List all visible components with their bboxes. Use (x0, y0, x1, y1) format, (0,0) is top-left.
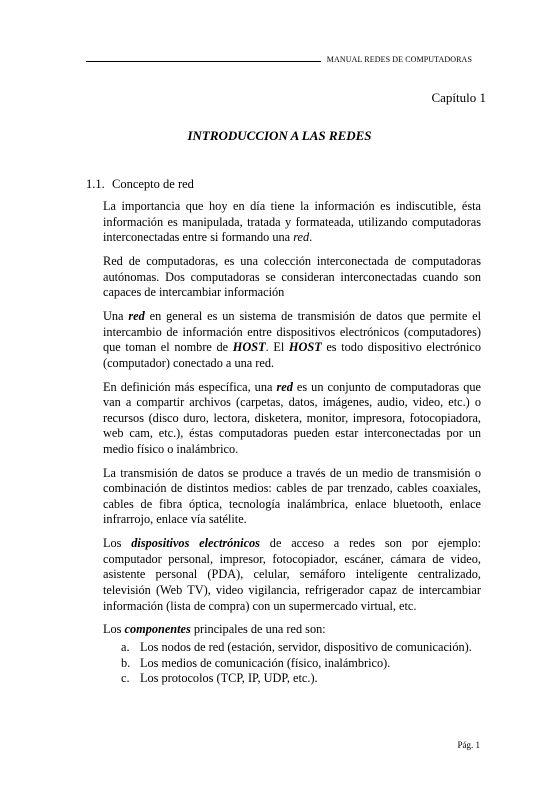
paragraph-4 (103, 380, 481, 458)
body-text (103, 199, 481, 687)
p6-text-2: de acceso a redes son por ejemplo: computador personal, impresor, fotocopiador, escáner, cámara de video, asistente personal (PDA), celular, semáforo inteligente centralizado, televisión (Web TV), video vigilancia, refrigerador capaz de intercambiar información (lista de compra) con un supermercado virtual, etc. (103, 536, 482, 613)
term-red: red (293, 230, 310, 245)
term-dispositivos: dispositivos electrónicos (131, 536, 260, 551)
header-title: MANUAL REDES DE COMPUTADORAS (326, 55, 472, 64)
p4-text: En definición más específica, una (103, 379, 277, 394)
list-marker: c. (121, 671, 130, 686)
list-item-text: Los protocolos (TCP, IP, UDP, etc.). (140, 671, 318, 686)
list-item (121, 671, 481, 687)
chapter-label: Capítulo 1 (431, 90, 486, 105)
paragraph-6 (103, 536, 481, 614)
p3-text-3: . El (265, 340, 289, 355)
p1-text: La importancia que hoy en día tiene la información es indiscutible, ésta información es manipulada, tratada y formateada, utilizando computadoras interconectadas entre si formando una (103, 199, 481, 245)
p3-text: Una (103, 308, 129, 323)
section-title: Concepto de red (112, 177, 194, 191)
term-host: HOST (288, 340, 322, 355)
document-title: INTRODUCCION A LAS REDES (187, 128, 372, 143)
term-red: red (128, 308, 145, 323)
components-list (103, 640, 481, 687)
p6-text: Los (103, 536, 132, 551)
list-item (121, 655, 481, 672)
section-heading (86, 177, 194, 192)
list-marker: a. (121, 639, 130, 654)
p3-text-2: en general es un sistema de transmisión de datos que permite el intercambio de información entre dispositivos electrónicos (computadores) que toman el nombre de (103, 308, 482, 355)
p3-text-4: es todo dispositivo electrónico (computador) conectado a una red. (103, 340, 482, 370)
page-header (86, 55, 472, 64)
paragraph-7 (103, 622, 481, 638)
list-marker: b. (121, 655, 131, 670)
section-number: 1.1. (86, 177, 105, 191)
term-componentes: componentes (124, 622, 191, 637)
header-rule (86, 61, 321, 62)
paragraph-5: La transmisión de datos se produce a través de un medio de transmisión o combinación de distintos medios: cables de par trenzado, cables coaxiales, cables de fibra óptica, tecnología inalámbrica, enlace bluetooth, enlace infrarrojo, enlace vía satélite. (103, 465, 481, 527)
term-host: HOST (232, 340, 266, 355)
list-item (121, 639, 481, 656)
term-red: red (276, 379, 293, 394)
paragraph-3 (103, 309, 481, 371)
list-item-text: Los medios de comunicación (físico, inalámbrico). (140, 655, 391, 670)
list-item-text: Los nodos de red (estación, servidor, dispositivo de comunicación). (140, 639, 472, 654)
p7-text-2: principales de una red son: (190, 622, 326, 637)
paragraph-1 (103, 199, 481, 246)
p7-text: Los (103, 622, 125, 637)
p4-text-2: es un conjunto de computadoras que van a compartir archivos (carpetas, datos, imágenes, audio, video, etc.) o recursos (disco duro, lectora, disketera, monitor, impresora, fotocopiadora, web cam, etc.), éstas computadoras pueden estar interconectadas por un medio físico o inalámbrico. (103, 379, 481, 456)
page-number: Pág. 1 (457, 740, 480, 750)
paragraph-2: Red de computadoras, es una colección interconectada de computadoras autónomas. Dos computadoras se consideran interconectadas cuando son capaces de intercambiar información (103, 253, 481, 300)
p1-end: . (309, 230, 313, 245)
